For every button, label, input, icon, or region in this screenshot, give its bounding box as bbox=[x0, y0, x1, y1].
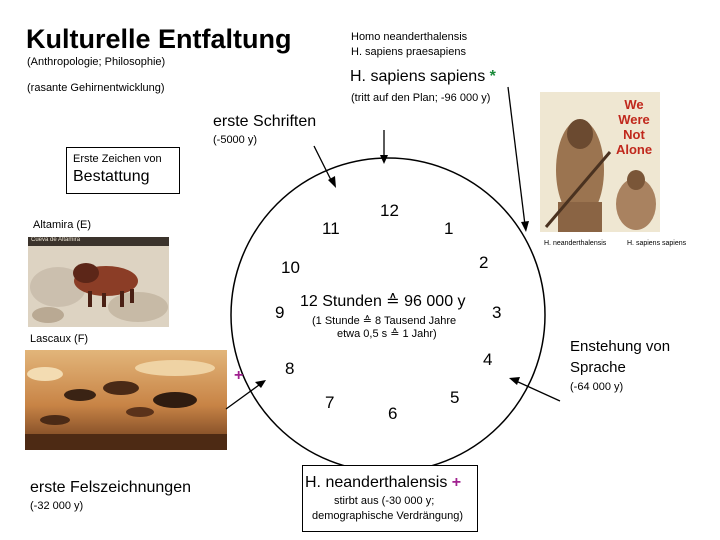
clock-number-2: 2 bbox=[479, 253, 489, 272]
lascaux-label: Lascaux (F) bbox=[30, 333, 89, 345]
clock-number-6: 6 bbox=[388, 404, 398, 423]
altamira-label: Altamira (E) bbox=[33, 219, 92, 231]
clock-number-12: 12 bbox=[380, 201, 399, 220]
neanderthal-box-line1: stirbt aus (-30 000 y; bbox=[334, 495, 435, 507]
subtitle-anthropology: (Anthropologie; Philosophie) bbox=[27, 56, 166, 68]
species-sapiens-note: (tritt auf den Plan; -96 000 y) bbox=[351, 92, 491, 104]
star-marker: * bbox=[489, 68, 496, 85]
language-line2: Sprache bbox=[570, 359, 626, 376]
clock-number-1: 1 bbox=[444, 219, 454, 238]
writing-date: (-5000 y) bbox=[213, 134, 258, 146]
book-title-line: Were bbox=[618, 112, 650, 127]
clock-number-9: 9 bbox=[275, 303, 285, 322]
arrow-language bbox=[516, 381, 560, 401]
species-sapiens-label: H. sapiens sapiens * bbox=[350, 68, 496, 85]
book-title-line: We bbox=[624, 97, 644, 112]
rock-art-label: erste Felszeichnungen bbox=[30, 479, 191, 496]
clock-sub-text-1: (1 Stunde ≙ 8 Tausend Jahre bbox=[312, 315, 457, 327]
book-title-line: Not bbox=[623, 127, 645, 142]
clock-main-text: 12 Stunden ≙ 96 000 y bbox=[300, 293, 466, 310]
clock-number-11: 11 bbox=[322, 219, 340, 238]
clock-number-10: 10 bbox=[281, 258, 300, 277]
clock-number-7: 7 bbox=[325, 393, 335, 412]
altamira-caption: Cueva de Altamira bbox=[31, 237, 81, 243]
arrow-writing-head bbox=[380, 155, 388, 164]
cross-marker: + bbox=[234, 367, 244, 384]
clock-number-5: 5 bbox=[450, 388, 460, 407]
clock-number-8: 8 bbox=[285, 359, 295, 378]
arrow-language-head bbox=[509, 377, 520, 385]
language-date: (-64 000 y) bbox=[570, 381, 624, 393]
burial-small-label: Erste Zeichen von bbox=[73, 153, 162, 165]
neanderthal-box-line2: demographische Verdrängung) bbox=[312, 510, 464, 522]
clock-sub-text-2: etwa 0,5 s ≙ 1 Jahr) bbox=[337, 328, 437, 340]
burial-large-label: Bestattung bbox=[73, 168, 150, 185]
neanderthal-box-title: H. neanderthalensis + bbox=[305, 474, 462, 491]
neanderthal-plus: + bbox=[451, 474, 462, 491]
species-neanderthal-line: Homo neanderthalensis bbox=[351, 31, 468, 43]
writing-label: erste Schriften bbox=[213, 113, 317, 130]
book-caption-left: H. neanderthalensis bbox=[544, 240, 607, 247]
neanderthal-box bbox=[302, 465, 478, 532]
species-praesapiens-line: H. sapiens praesapiens bbox=[351, 46, 466, 58]
book-caption-right: H. sapiens sapiens bbox=[627, 240, 687, 247]
arrow-burial bbox=[314, 146, 332, 182]
arrow-sapiens-head bbox=[521, 221, 529, 232]
language-line1: Enstehung von bbox=[570, 338, 671, 355]
arrow-sapiens bbox=[508, 87, 525, 225]
clock-number-3: 3 bbox=[492, 303, 502, 322]
book-title-line: Alone bbox=[615, 142, 653, 157]
page-title: Kulturelle Entfaltung bbox=[26, 24, 292, 54]
subtitle-brain: (rasante Gehirnentwicklung) bbox=[27, 82, 165, 94]
clock-number-4: 4 bbox=[483, 350, 493, 369]
rock-art-date: (-32 000 y) bbox=[30, 500, 84, 512]
